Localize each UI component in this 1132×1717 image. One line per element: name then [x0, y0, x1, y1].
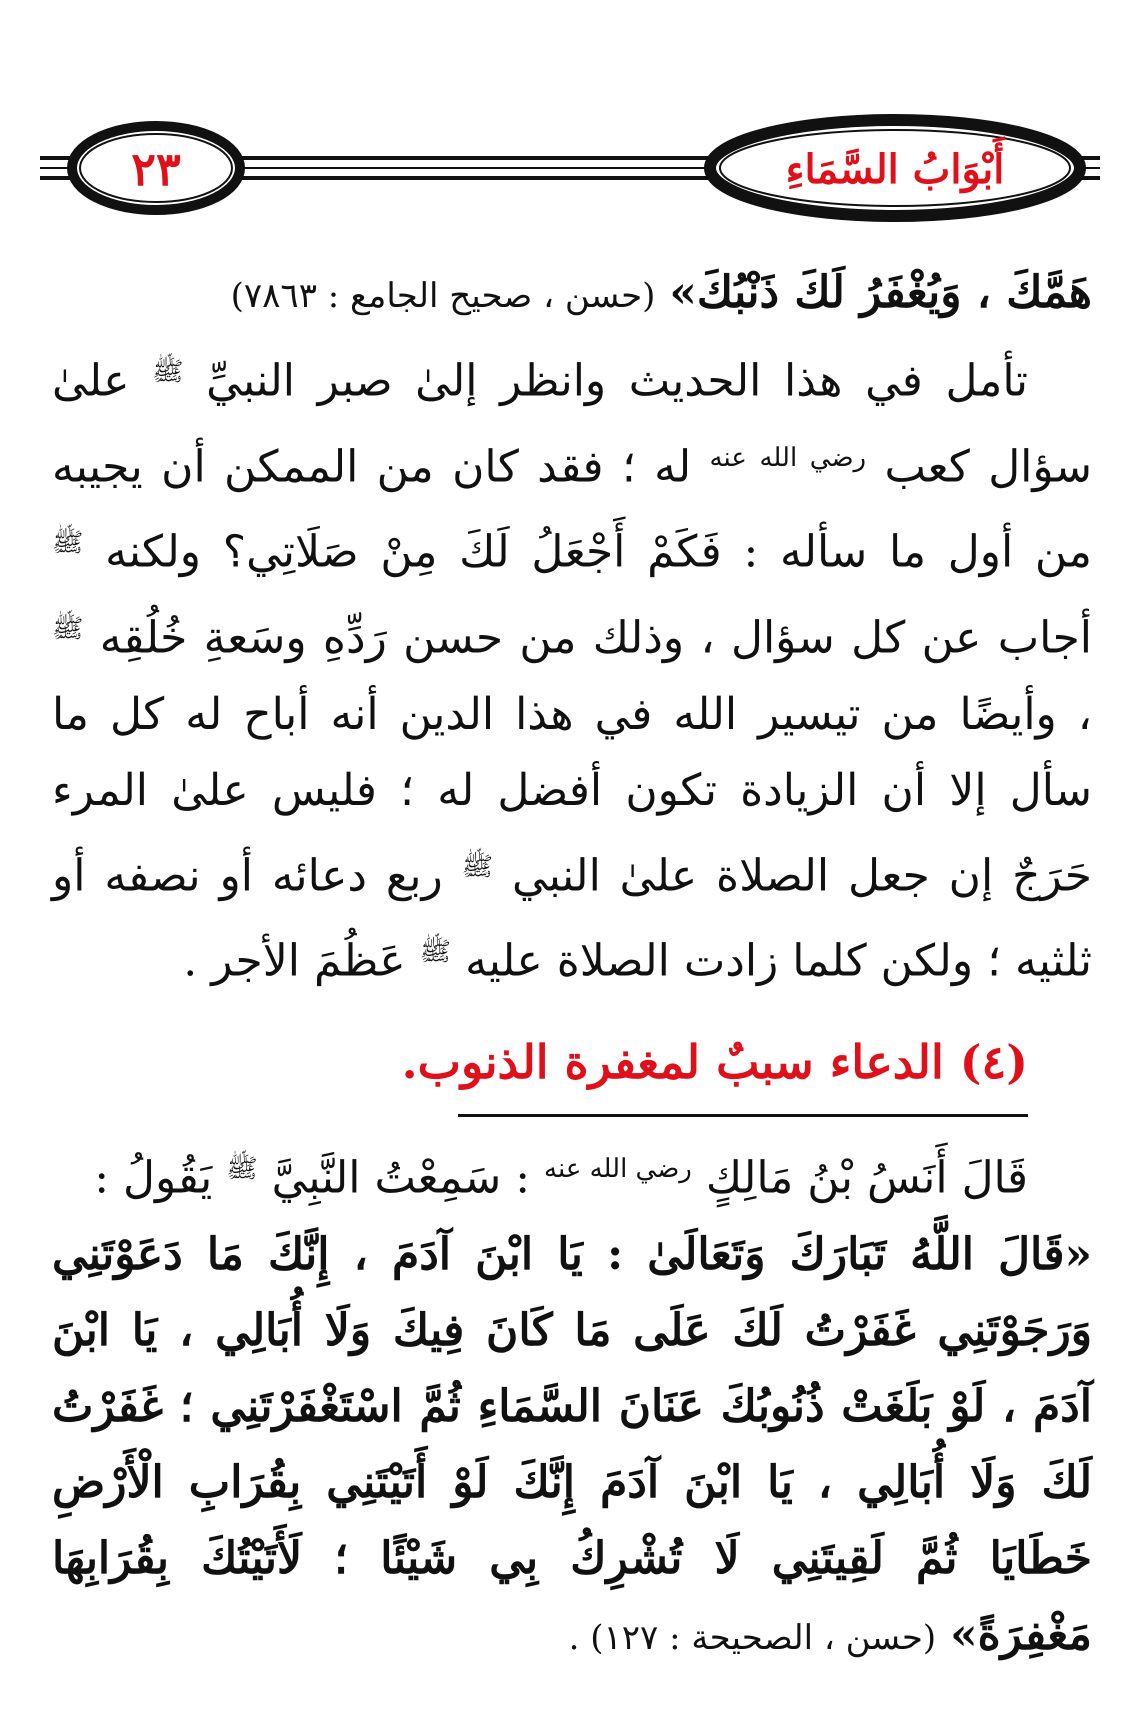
- salawat-glyph: ﷺ: [52, 528, 84, 559]
- salawat-glyph: ﷺ: [419, 937, 452, 968]
- text-segment: تأمل في هذا الحديث وانظر إلىٰ صبر النبيِّ: [206, 355, 1028, 407]
- text-segment: ربع دعائه أو نصفه أو ثلثيه ؛ ولكن كلما زادت الصلاة عليه: [52, 850, 1092, 987]
- chapter-title: أَبْوَابُ السَّمَاءِ: [785, 145, 1005, 193]
- hadith-tail: هَمَّكَ ، وَيُغْفَرُ لَكَ ذَنْبُكَ»: [669, 267, 1092, 318]
- heading-underline: [458, 1114, 1028, 1117]
- page-number: ٢٣: [131, 142, 181, 196]
- text-segment: ولكنه: [105, 526, 201, 578]
- text-segment: أجاب عن كل سؤال ، وذلك من حسن رَدِّهِ وسَعةِ خُلُقِه: [99, 612, 1092, 664]
- narrator-text: قَالَ أَنَسُ بْنُ مَالِكٍ: [705, 1152, 1028, 1204]
- salawat-glyph: ﷺ: [226, 1153, 258, 1184]
- section-heading: (٤) الدعاء سببٌ لمغفرة الذنوب.: [401, 1034, 1028, 1089]
- radiyallahu-glyph: رضي الله عنه: [709, 442, 867, 473]
- salawat-glyph: ﷺ: [461, 851, 494, 882]
- page-body: [52, 255, 1092, 1676]
- hadith-paragraph: [52, 1131, 1092, 1217]
- text-segment: له ؛ فقد كان من الممكن أن يجيبه من أول ما سأله :: [52, 441, 1092, 578]
- hadith-text: «قَالَ اللَّهُ تَبَارَكَ وَتَعَالَىٰ : يَا ابْنَ آدَمَ ، إِنَّكَ مَا دَعَوْتَنِي وَرَجَوْتَنِي غَفَرْتُ لَكَ عَلَى مَا كَانَ فِيكَ وَلَا أُبَالِي ، يَا ابْنَ آدَمَ ، لَوْ بَلَغَتْ ذُنُوبُكَ عَنَانَ السَّمَاءِ ثُمَّ اسْتَغْفَرْتَنِي ؛ غَفَرْتُ لَكَ وَلَا أُبَالِي ، يَا ابْنَ آدَمَ إِنَّكَ لَوْ أَتَيْتَنِي بِقُرَابِ الْأَرْضِ خَطَايَا ثُمَّ لَقِيتَنِي لَا تُشْرِكُ بِي شَيْئًا ؛ لَأَتَيْتُكَ بِقُرَابِهَا مَغْفِرَةً»: [52, 1228, 1092, 1660]
- narrator-text: يَقُولُ :: [94, 1152, 213, 1204]
- continued-hadith-line: [52, 255, 1092, 334]
- commentary-paragraph: [52, 334, 1092, 1000]
- text-segment: ، وأيضًا من تيسير الله في هذا الدين أنه أباح له كل ما سأل إلا أن الزيادة تكون أفضل له ؛ فليس علىٰ المرء حَرَجٌ إن جعل الصلاة علىٰ النبي: [52, 688, 1092, 902]
- hadith-citation: (حسن ، صحيح الجامع : ٧٨٦٣): [230, 276, 656, 316]
- text-segment: عَظُمَ الأجر .: [183, 935, 406, 987]
- hadith-citation: (حسن ، الصحيحة : ١٢٧) .: [568, 1617, 937, 1658]
- hadith-text-block: [52, 1217, 1092, 1676]
- salawat-glyph: ﷺ: [52, 613, 84, 644]
- page-header: [0, 0, 1132, 230]
- text-segment: علىٰ سؤال كعب: [52, 355, 1092, 493]
- salawat-glyph: ﷺ: [152, 357, 184, 387]
- narrator-text: : سَمِعْتُ النَّبِيَّ: [271, 1152, 531, 1204]
- quoted-question: فَكَمْ أَجْعَلُ لَكَ مِنْ صَلَاتِي؟: [222, 526, 722, 578]
- radiyallahu-glyph: رضي الله عنه: [544, 1153, 692, 1184]
